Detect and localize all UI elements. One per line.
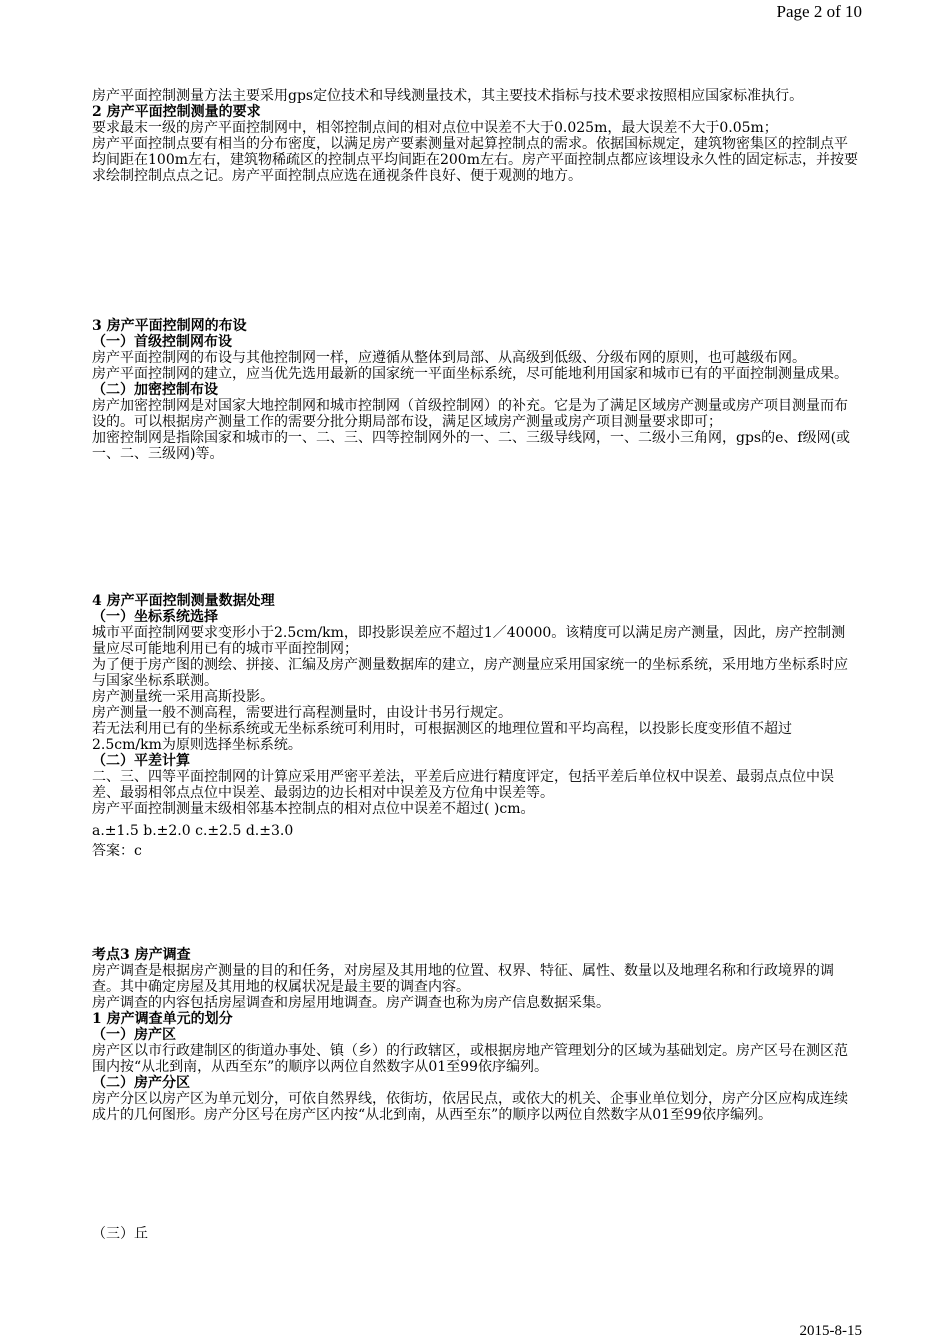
heading-survey-units: 1 房产调查单元的划分: [92, 1011, 233, 1027]
paragraph: 房产调查的内容包括房屋调查和房屋用地调查。房产调查也称为房产信息数据采集。: [92, 995, 610, 1011]
page-number: Page 2 of 10: [776, 2, 862, 21]
subheading: （一）坐标系统选择: [92, 609, 218, 625]
section-property-survey: [92, 947, 858, 1123]
paragraph: 城市平面控制网要求变形小于2.5cm/km，即投影误差应不超过1／40000。该精度可以满足房产测量，因此，房产控制测量应尽可能地利用已有的城市平面控制网；: [92, 625, 846, 657]
paragraph: 为了便于房产图的测绘、拼接、汇编及房产测量数据库的建立，房产测量应采用国家统一的坐标系统，采用地方坐标系时应与国家坐标系联测。: [92, 657, 848, 689]
paragraph: 要求最末一级的房产平面控制网中，相邻控制点间的相对点位中误差不大于0.025m，最大误差不大于0.05m；: [92, 120, 778, 136]
paragraph: 房产平面控制点要有相当的分布密度，以满足房产要素测量对起算控制点的需求。依据国标规定，建筑物密集区的控制点平均间距在100m左右，建筑物稀疏区的控制点平均间距在200m左右。房产平面控制点都应该埋设永久性的固定标志，并按要求绘制控制点点之记。房产平面控制点应选在通视条件良好、便于观测的地方。: [92, 136, 858, 184]
answer-options: a.±1.5 b.±2.0 c.±2.5 d.±3.0: [92, 823, 294, 839]
question: 房产平面控制测量末级相邻基本控制点的相对点位中误差不超过( )cm。: [92, 801, 535, 817]
section-control-methods: [92, 88, 858, 184]
paragraph: 房产测量统一采用高斯投影。: [92, 689, 274, 705]
paragraph: 加密控制网是指除国家和城市的一、二、三、四等控制网外的一、二、三级导线网，一、二级小三角网，gps的e、f级网(或一、二、三级网)等。: [92, 430, 851, 462]
subheading: （一）房产区: [92, 1027, 176, 1043]
paragraph: 房产分区以房产区为单元划分，可依自然界线，依街坊，依居民点，或依大的机关、企事业单位划分，房产分区应构成连续成片的几何图形。房产分区号在房产区内按“从北到南，从西至东”的顺序以两位自然数字从01至99依序编列。: [92, 1091, 848, 1123]
subheading: （二）平差计算: [92, 753, 190, 769]
subheading: （三）丘: [92, 1226, 148, 1242]
heading-requirements: 2 房产平面控制测量的要求: [92, 104, 261, 120]
answer: 答案：c: [92, 843, 142, 859]
page-date: 2015-8-15: [799, 1323, 862, 1339]
section-network-layout: [92, 318, 858, 462]
heading-network-layout: 3 房产平面控制网的布设: [92, 318, 247, 334]
paragraph: 房产调查是根据房产测量的目的和任务，对房屋及其用地的位置、权界、特征、属性、数量以及地理名称和行政境界的调查。其中确定房屋及其用地的权属状况是最主要的调查内容。: [92, 963, 834, 995]
section-data-processing: [92, 593, 858, 859]
paragraph: 若无法利用已有的坐标系统或无坐标系统可利用时，可根据测区的地理位置和平均高程，以投影长度变形值不超过2.5cm/km为原则选择坐标系统。: [92, 721, 792, 753]
paragraph: 房产平面控制网的建立，应当优先选用最新的国家统一平面坐标系统，尽可能地利用国家和城市已有的平面控制测量成果。: [92, 366, 848, 382]
heading-property-survey: 考点3 房产调查: [92, 947, 191, 963]
paragraph: 房产平面控制网的布设与其他控制网一样，应遵循从整体到局部、从高级到低级、分级布网的原则，也可越级布网。: [92, 350, 806, 366]
paragraph: 房产区以市行政建制区的街道办事处、镇（乡）的行政辖区，或根据房地产管理划分的区域为基础划定。房产区号在测区范围内按“从北到南，从西至东”的顺序以两位自然数字从01至99依序编列。: [92, 1043, 848, 1075]
subheading: （二）房产分区: [92, 1075, 190, 1091]
section-parcel: [92, 1226, 858, 1242]
paragraph: 房产测量一般不测高程，需要进行高程测量时，由设计书另行规定。: [92, 705, 512, 721]
paragraph: 房产平面控制测量方法主要采用gps定位技术和导线测量技术，其主要技术指标与技术要求按照相应国家标准执行。: [92, 88, 804, 104]
heading-data-processing: 4 房产平面控制测量数据处理: [92, 593, 275, 609]
paragraph: 二、三、四等平面控制网的计算应采用严密平差法，平差后应进行精度评定，包括平差后单位权中误差、最弱点点位中误差、最弱相邻点点位中误差、最弱边的边长相对中误差及方位角中误差等。: [92, 769, 834, 801]
subheading: （一）首级控制网布设: [92, 334, 232, 350]
paragraph: 房产加密控制网是对国家大地控制网和城市控制网（首级控制网）的补充。它是为了满足区域房产测量或房产项目测量而布设的。可以根据房产测量工作的需要分批分期局部布设，满足区域房产测量或房产项目测量要求即可；: [92, 398, 848, 430]
subheading: （二）加密控制布设: [92, 382, 218, 398]
